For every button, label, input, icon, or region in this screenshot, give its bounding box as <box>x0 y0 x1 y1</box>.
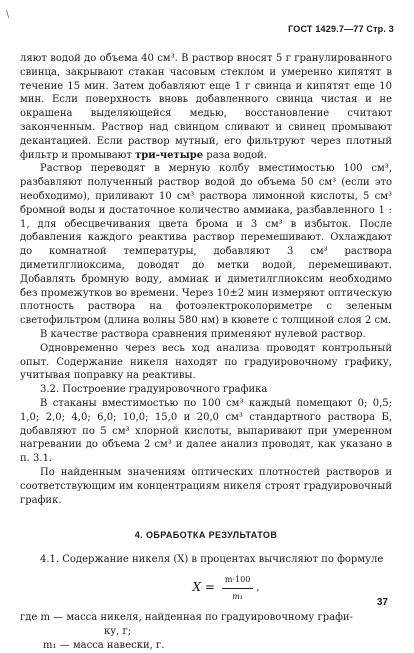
section-title: 4. ОБРАБОТКА РЕЗУЛЬТАТОВ <box>134 530 278 541</box>
formula-lhs: X = <box>192 580 215 595</box>
paragraph-reference-solution: В качестве раствора сравнения применяют нулевой раствор. <box>40 328 366 340</box>
paragraph-formula-intro: 4.1. Содержание никеля (X) в процентах вычисляют по формуле <box>40 554 384 566</box>
page-number: 37 <box>376 597 388 608</box>
definition-m-cont: ку, г; <box>104 626 132 638</box>
paragraph-calibration: В стаканы вместимостью по 100 см³ каждый помещают 0; 0,5; 1,0; 2,0; 4,0; 6,0; 10,0; 15,0 и 20,0 см³ стандартного раствора Б, добавляют по 5 см³ хлорной кислоты, выпаривают при умеренном нагревании до объема 2 см³ и далее анализ проводят, как указано в п. 3.1. <box>20 397 392 465</box>
paragraph-graph: По найденным значениям оптических плотностей растворов и соответствующим им концентрациям никеля строят градуировочный график. <box>20 466 392 506</box>
formula-denominator: m₁ <box>232 591 243 601</box>
subsection-heading: 3.2. Построение градуировочного графика <box>40 384 268 396</box>
formula-tail: , <box>256 582 260 594</box>
formula-numerator: m·100 <box>222 573 253 589</box>
document-body <box>20 52 392 653</box>
bold-term: три-четыре <box>135 149 204 161</box>
paragraph-control-test: Одновременно через весь ход анализа проводят контрольный опыт. Содержание никеля находят по градуировочному графику, учитывая поправку на реактивы. <box>20 342 392 382</box>
variable-definitions <box>20 611 392 652</box>
definition-m: где m — масса никеля, найденная по градуировочному графи- <box>20 612 353 624</box>
definition-m1: m₁ — масса навески, г. <box>43 640 165 652</box>
formula-fraction <box>222 573 253 604</box>
paragraph-reduction: ляют водой до объема 40 см³. В раствор вносят 5 г гранулированного свинца, закрывают стакан часовым стеклом и умеренно кипятят в течение 15 мин. Затем добавляют еще 1 г свинца и кипятят еще 10 мин. Если поверхность вновь добавленного свинца чистая и не окрашена выделяющейся медью, восстановление считают законченным. Раствор над свинцом сливают и свинец промывают декантацией. Если раствор мутный, его фильтруют через плотный фильтр и промывают три-четыре раза водой. <box>20 53 392 161</box>
formula <box>60 573 392 604</box>
corner-mark: \ <box>6 10 10 20</box>
running-header: ГОСТ 1429.7—77 Стр. 3 <box>288 24 394 34</box>
paragraph-measurement: Раствор переводят в мерную колбу вместимостью 100 см³, разбавляют полученный раствор водой до объема 50 см³ (если это необходимо), приливают 10 см³ раствора лимонной кислоты, 5 см³ бромной воды и достаточное количество аммиака, разбавленного 1 : 1, для обесцвечивания цвета брома и 3 см³ в избыток. После добавления каждого реактива раствор перемешивают. Охлаждают до комнатной температуры, добавляют 3 см³ раствора диметилглиоксима, доводят до метки водой, перемешивают. Добавлять бромную воду, аммиак и диметилглиоксим необходимо без промежутков во времени. Через 10±2 мин измеряют оптическую плотность раствора на фотоэлектроколориметре с зеленым светофильтром (длина волны 580 нм) в кювете с толщиной слоя 2 см. <box>20 163 392 327</box>
